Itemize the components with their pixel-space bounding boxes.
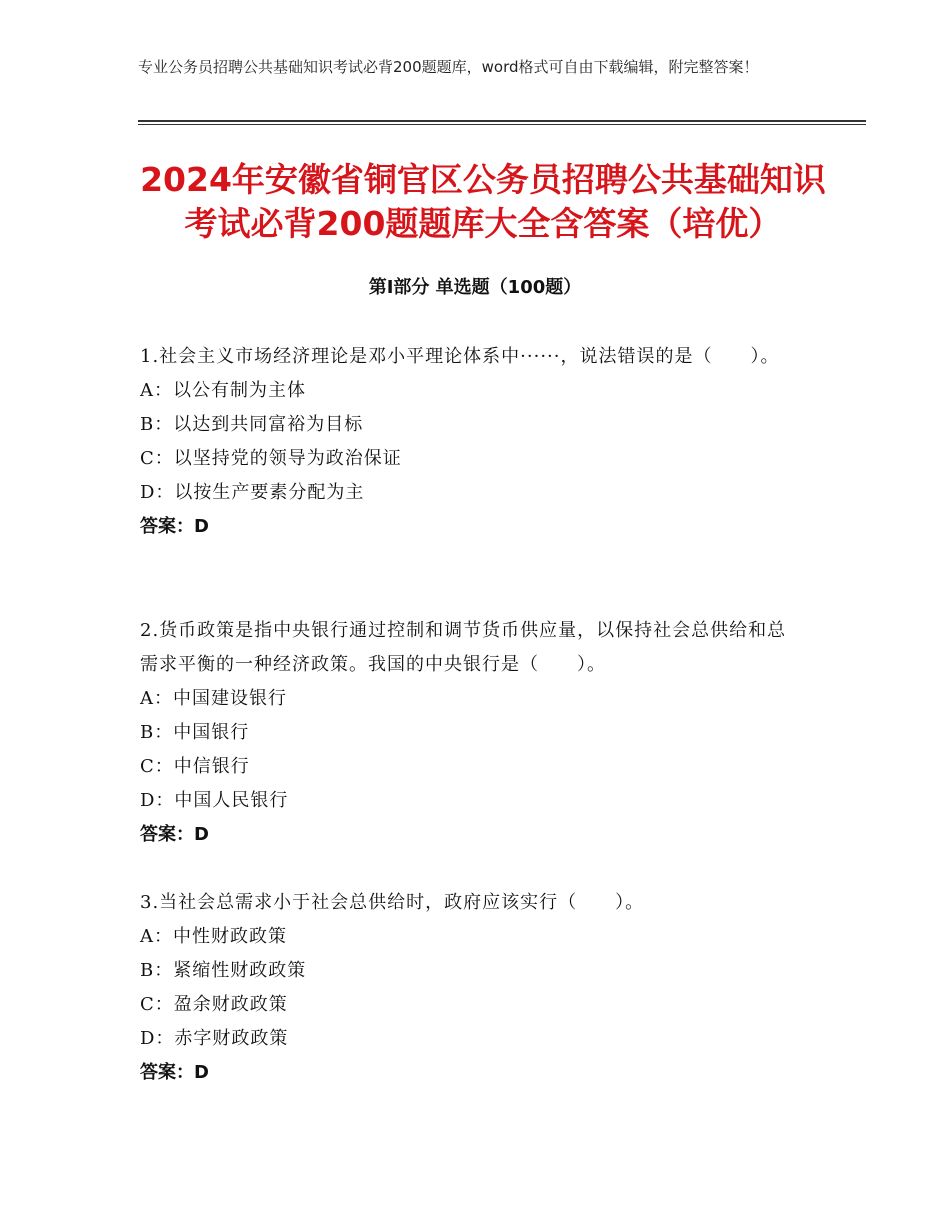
option-b: B：紧缩性财政政策 xyxy=(140,960,307,981)
answer: 答案：D xyxy=(140,824,209,845)
option-d: D：以按生产要素分配为主 xyxy=(140,482,365,503)
option-a: A：中性财政政策 xyxy=(140,926,287,947)
header-note: 专业公务员招聘公共基础知识考试必背200题题库，word格式可自由下载编辑，附完整答案！ xyxy=(138,58,759,76)
option-b: B：以达到共同富裕为目标 xyxy=(140,414,364,435)
document-title: 2024年安徽省铜官区公务员招聘公共基础知识考试必背200题题库大全含答案（培优） xyxy=(140,160,826,243)
option-a: A：中国建设银行 xyxy=(140,688,287,709)
header-rule-thin xyxy=(138,124,866,125)
option-c: C：以坚持党的领导为政治保证 xyxy=(140,448,402,469)
question-2 xyxy=(140,614,800,852)
question-stem: 2.货币政策是指中央银行通过控制和调节货币供应量，以保持社会总供给和总需求平衡的一种经济政策。我国的中央银行是（ ）。 xyxy=(140,620,787,675)
section-title: 第Ⅰ部分 单选题（100题） xyxy=(368,277,582,298)
option-a: A：以公有制为主体 xyxy=(140,380,306,401)
answer: 答案：D xyxy=(140,516,209,537)
option-d: D：赤字财政政策 xyxy=(140,1028,289,1049)
option-b: B：中国银行 xyxy=(140,722,250,743)
header-rule-thick xyxy=(138,120,866,122)
option-c: C：盈余财政政策 xyxy=(140,994,288,1015)
question-stem: 1.社会主义市场经济理论是邓小平理论体系中······，说法错误的是（ ）。 xyxy=(140,346,780,367)
question-stem: 3.当社会总需求小于社会总供给时，政府应该实行（ ）。 xyxy=(140,892,645,913)
option-c: C：中信银行 xyxy=(140,756,250,777)
question-1 xyxy=(140,340,800,544)
question-3 xyxy=(140,886,800,1090)
option-d: D：中国人民银行 xyxy=(140,790,289,811)
answer: 答案：D xyxy=(140,1062,209,1083)
